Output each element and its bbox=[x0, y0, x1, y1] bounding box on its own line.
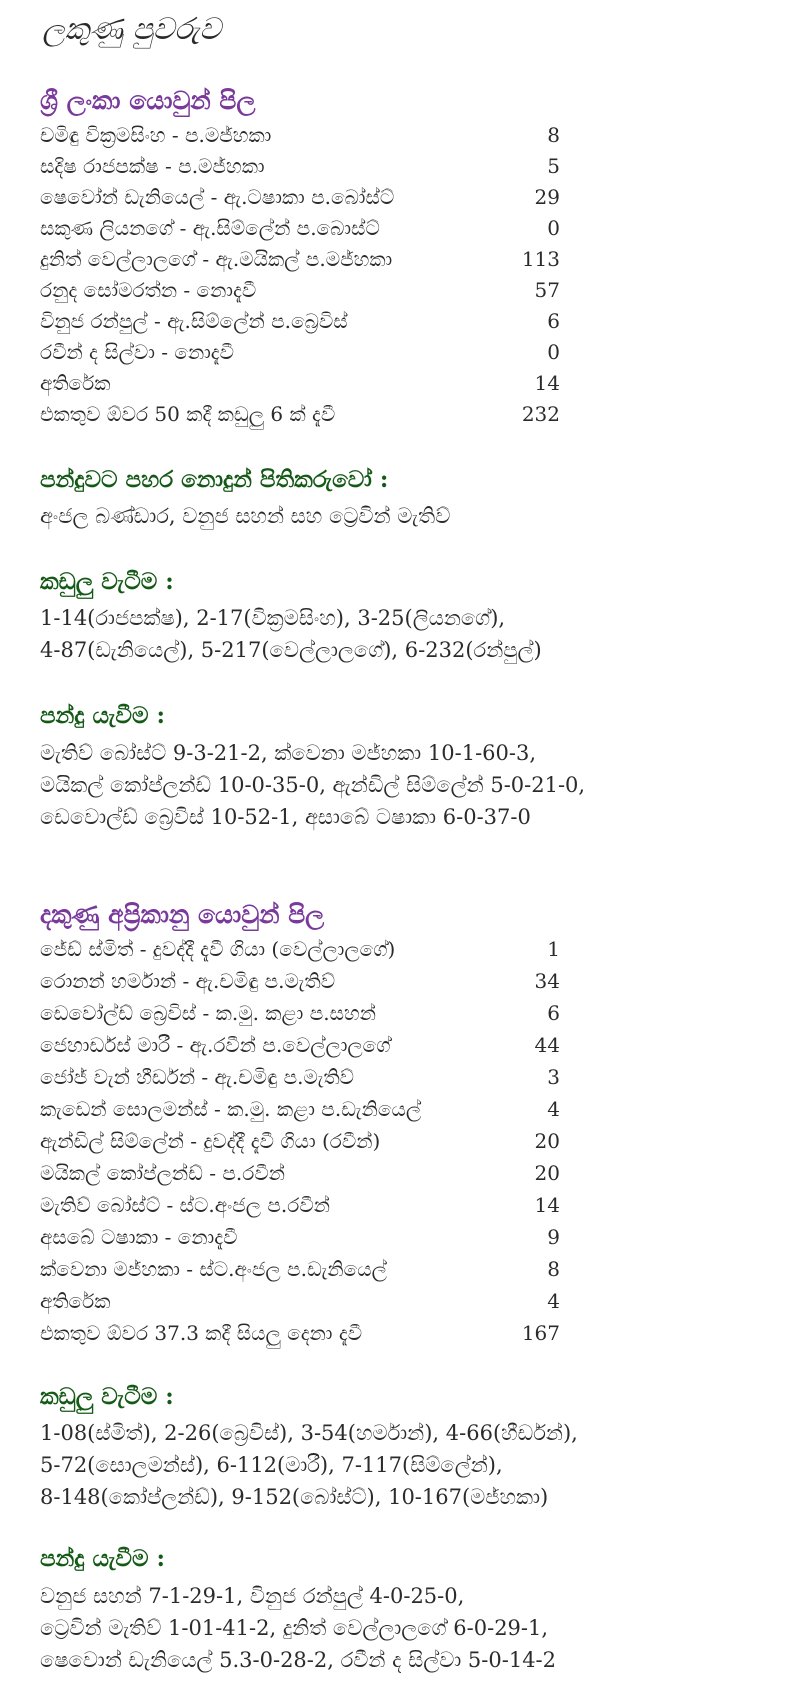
batsman-name: ඩෙවෝල්ඩ් බ්‍රෙවිස් - ක.මු. කළා ප.සහන් bbox=[40, 1001, 376, 1025]
batsman-name: ජේඩ් ස්මිත් - දුවද්දී දැවී ගියා (වෙල්ලාලගේ) bbox=[40, 937, 396, 961]
sa-batting-row bbox=[40, 934, 560, 965]
batsman-name: මයිකල් කෝප්ලන්ඩ් - ප.රවීන් bbox=[40, 1161, 285, 1185]
extras-label: අතිරේක bbox=[40, 1289, 111, 1313]
batsman-name: සකුණ ලියනගේ - ඇ.සිම්ලේන් ප.බොස්ට් bbox=[40, 216, 380, 240]
extras-label: අතිරේක bbox=[40, 371, 111, 395]
batsman-name: විනුජ රන්පුල් - ඇ.සිම්ලේන් ප.බ්‍රෙවිස් bbox=[40, 309, 348, 333]
batsman-runs: 9 bbox=[547, 1225, 560, 1249]
batsman-runs: 1 bbox=[547, 937, 560, 961]
sa-extras-row bbox=[40, 1286, 560, 1317]
batsman-name: කැඩෙන් සොලමන්ස් - ක.මු. කළා ප.ඩැනියෙල් bbox=[40, 1097, 422, 1121]
batsman-runs: 20 bbox=[534, 1161, 560, 1185]
batsman-name: සදිෂ රාජපක්ෂ - ප.මජ්හකා bbox=[40, 154, 265, 178]
sa-batting-row bbox=[40, 1190, 560, 1221]
batsman-name: දුනිත් වෙල්ලාලගේ - ඇ.මයිකල් ප.මජ්හකා bbox=[40, 247, 393, 271]
sl-team-heading: ශ්‍රී ලංකා යොවුන් පිල bbox=[40, 86, 256, 115]
sl-fall-of-wickets-line: 1-14(රාජපක්ෂ), 2-17(වික්‍රමසිංහ), 3-25(ලියනගේ), bbox=[40, 606, 506, 630]
batsman-name: රනුද සෝමරත්න - නොදැවී bbox=[40, 278, 257, 302]
sl-batting-row bbox=[40, 337, 560, 368]
batsman-runs: 34 bbox=[534, 969, 560, 993]
sa-total-row bbox=[40, 1318, 560, 1349]
sa-batting-row bbox=[40, 1126, 560, 1157]
sa-fall-of-wickets-line: 1-08(ස්මිත්), 2-26(බ්‍රෙවිස්), 3-54(හර්මාන්), 4-66(හීර්ඩන්), bbox=[40, 1421, 578, 1445]
sl-batting-row bbox=[40, 151, 560, 182]
extras-runs: 4 bbox=[547, 1289, 560, 1313]
sl-bowling-line: ඩෙවොල්ඩ් බ්‍රෙවිස් 10-52-1, අසාබේ ටෂාකා 6-0-37-0 bbox=[40, 805, 531, 829]
sa-batting-row bbox=[40, 1062, 560, 1093]
batsman-name: මැතිව් බෝස්ට් - ස්ට.අංජල ප.රවීන් bbox=[40, 1193, 330, 1217]
batsman-runs: 29 bbox=[534, 185, 560, 209]
batsman-runs: 3 bbox=[547, 1065, 560, 1089]
batsman-runs: 57 bbox=[534, 278, 560, 302]
batsman-runs: 0 bbox=[547, 340, 560, 364]
sa-bowling-heading: පන්දු යැවීම : bbox=[40, 1545, 165, 1572]
sl-batting-row bbox=[40, 275, 560, 306]
sl-fall-of-wickets-heading: කඩුලු වැටීම : bbox=[40, 568, 174, 595]
page-title: ලකුණු පුවරුව bbox=[42, 12, 222, 47]
total-label: එකතුව ඕවර 50 කදී කඩුලු 6 ක් දැවී bbox=[40, 402, 336, 426]
sl-batting-row bbox=[40, 120, 560, 151]
sl-bowling-heading: පන්දු යැවීම : bbox=[40, 702, 165, 729]
sa-fall-of-wickets-line: 5-72(සොලමන්ස්), 6-112(මාරී), 7-117(සිම්ලේන්), bbox=[40, 1453, 503, 1477]
sa-fall-of-wickets-heading: කඩුලු වැටීම : bbox=[40, 1383, 174, 1410]
sa-batting-row bbox=[40, 1094, 560, 1125]
batsman-name: ෂෙවෝන් ඩැනියෙල් - ඇ.ටෂාකා ප.බෝස්ට් bbox=[40, 185, 395, 209]
sa-bowling-line: ට්‍රෙවින් මැතිව් 1-01-41-2, දුනිත් වෙල්ලාලගේ 6-0-29-1, bbox=[40, 1616, 549, 1640]
batsman-runs: 20 bbox=[534, 1129, 560, 1153]
sl-total-row bbox=[40, 399, 560, 430]
sl-did-not-bat-heading: පන්දුවට පහර නොදුන් පිතිකරුවෝ : bbox=[40, 466, 389, 493]
batsman-name: රොනන් හර්මාන් - ඇ.චමිඳු ප.මැතිව් bbox=[40, 969, 336, 993]
sl-batting-row bbox=[40, 306, 560, 337]
batsman-name: ක්වෙනා මජ්හකා - ස්ට.අංජල ප.ඩැනියෙල් bbox=[40, 1257, 387, 1281]
sa-bowling-line: ෂෙවොන් ඩැනියෙල් 5.3-0-28-2, රවීන් ද සිල්වා 5-0-14-2 bbox=[40, 1648, 557, 1672]
batsman-runs: 6 bbox=[547, 1001, 560, 1025]
batsman-runs: 6 bbox=[547, 309, 560, 333]
batsman-name: ජෝජ් වැන් හීර්ඩන් - ඇ.චමිඳු ප.මැතිව් bbox=[40, 1065, 355, 1089]
batsman-runs: 44 bbox=[534, 1033, 560, 1057]
batsman-runs: 5 bbox=[547, 154, 560, 178]
sl-bowling-line: මැතිව් බෝස්ට් 9-3-21-2, ක්වෙනා මජ්හකා 10-1-60-3, bbox=[40, 741, 537, 765]
sa-team-heading: දකුණු අප්‍රිකානු යොවුන් පිල bbox=[40, 900, 325, 929]
sl-batting-row bbox=[40, 182, 560, 213]
sl-bowling-line: මයිකල් කෝප්ලන්ඩ් 10-0-35-0, ඇන්ඩිල් සිම්ලේන් 5-0-21-0, bbox=[40, 773, 586, 797]
sl-batting-row bbox=[40, 213, 560, 244]
batsman-name: රවීන් ද සිල්වා - නොදැවී bbox=[40, 340, 235, 364]
batsman-runs: 4 bbox=[547, 1097, 560, 1121]
sl-did-not-bat-list: අංජල බණ්ඩාර, වනුජ සහන් සහ ට්‍රෙවින් මැතිව් bbox=[40, 504, 451, 528]
batsman-runs: 14 bbox=[534, 1193, 560, 1217]
sl-extras-row bbox=[40, 368, 560, 399]
sa-batting-row bbox=[40, 1254, 560, 1285]
batsman-runs: 113 bbox=[521, 247, 560, 271]
sl-fall-of-wickets-line: 4-87(ඩැනියෙල්), 5-217(වෙල්ලාලගේ), 6-232(රන්පුල්) bbox=[40, 638, 542, 662]
sa-batting-row bbox=[40, 1158, 560, 1189]
sa-batting-row bbox=[40, 966, 560, 997]
batsman-name: අසබේ ටෂාකා - නොදැවී bbox=[40, 1225, 238, 1249]
batsman-runs: 8 bbox=[547, 1257, 560, 1281]
sl-batting-row bbox=[40, 244, 560, 275]
batsman-runs: 0 bbox=[547, 216, 560, 240]
batsman-name: ජෙහාර්ඩස් මාරී - ඇ.රවීන් ප.වෙල්ලාලගේ bbox=[40, 1033, 391, 1057]
batsman-name: චමිඳු වික්‍රමසිංහ - ප.මජ්හකා bbox=[40, 123, 272, 147]
sa-bowling-line: වනුජ සහන් 7-1-29-1, විනුජ රන්පුල් 4-0-25-0, bbox=[40, 1584, 465, 1608]
total-runs: 167 bbox=[521, 1321, 560, 1345]
total-label: එකතුව ඕවර 37.3 කදී සියලු දෙනා දැවී bbox=[40, 1321, 363, 1345]
batsman-name: ඇන්ඩිල් සිම්ලේන් - දුවද්දී දැවී ගියා (රවීන්) bbox=[40, 1129, 381, 1153]
extras-runs: 14 bbox=[534, 371, 560, 395]
sa-batting-row bbox=[40, 1030, 560, 1061]
sa-batting-row bbox=[40, 1222, 560, 1253]
total-runs: 232 bbox=[521, 402, 560, 426]
sa-batting-row bbox=[40, 998, 560, 1029]
batsman-runs: 8 bbox=[547, 123, 560, 147]
sa-fall-of-wickets-line: 8-148(කෝප්ලන්ඩ්), 9-152(බෝස්ට්), 10-167(මජ්හකා) bbox=[40, 1485, 549, 1509]
